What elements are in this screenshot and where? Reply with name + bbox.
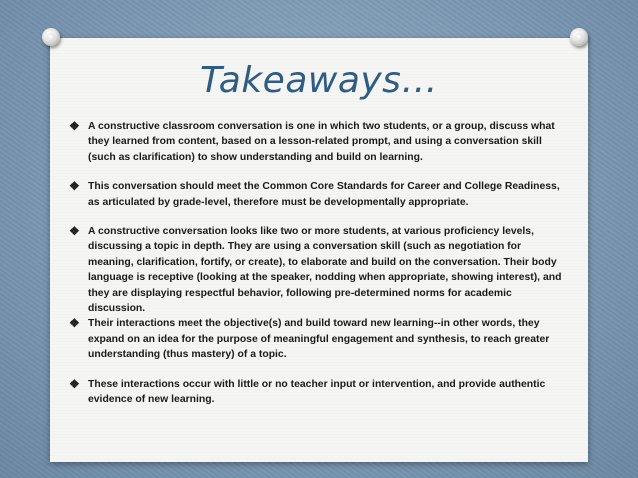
bullet-text: This conversation should meet the Common Core Standards for Career and College Readiness, as articulated by grade-level, therefore must be developmentally appropriate. xyxy=(88,181,560,208)
bullet-text: A constructive classroom conversation is one in which two students, or a group, discuss what they learned from content, based on a lesson-related prompt, and using a conversation skill (such as clarification) to show understanding and build on learning. xyxy=(88,121,555,163)
bullet-item xyxy=(66,119,566,165)
bullet-list xyxy=(66,119,566,422)
diamond-bullet-icon: ❖ xyxy=(69,224,80,239)
bullet-text: Their interactions meet the objective(s) and build toward new learning--in other words, they expand on an idea for the purpose of meaningful engagement and synthesis, to reach greater understanding (thus mastery) of a topic. xyxy=(88,318,550,361)
pushpin-icon xyxy=(42,28,60,46)
diamond-bullet-icon: ❖ xyxy=(69,316,80,331)
bullet-item xyxy=(66,316,566,362)
bullet-text: These interactions occur with little or no teacher input or intervention, and provide authentic evidence of new learning. xyxy=(88,378,546,406)
slide-title: Takeaways… xyxy=(200,60,438,101)
diamond-bullet-icon: ❖ xyxy=(69,119,80,133)
diamond-bullet-icon: ❖ xyxy=(69,376,80,391)
pushpin-icon xyxy=(570,28,588,46)
diamond-bullet-icon: ❖ xyxy=(69,179,80,194)
bullet-text: A constructive conversation looks like two or more students, at various proficiency levels, discussing a topic in depth. They are using a conversation skill (such as negotiation for meaning, clarification, fortify, or create), to elaborate and build on the conversation. Their body language is receptive (looking at the speaker, nodding when appropriate, showing interest), and they are displaying respectful behavior, following pre-determined norms for academic discussion. xyxy=(88,226,562,315)
bullet-item xyxy=(66,224,566,316)
bullet-item xyxy=(66,179,566,210)
bullet-item xyxy=(66,377,566,408)
